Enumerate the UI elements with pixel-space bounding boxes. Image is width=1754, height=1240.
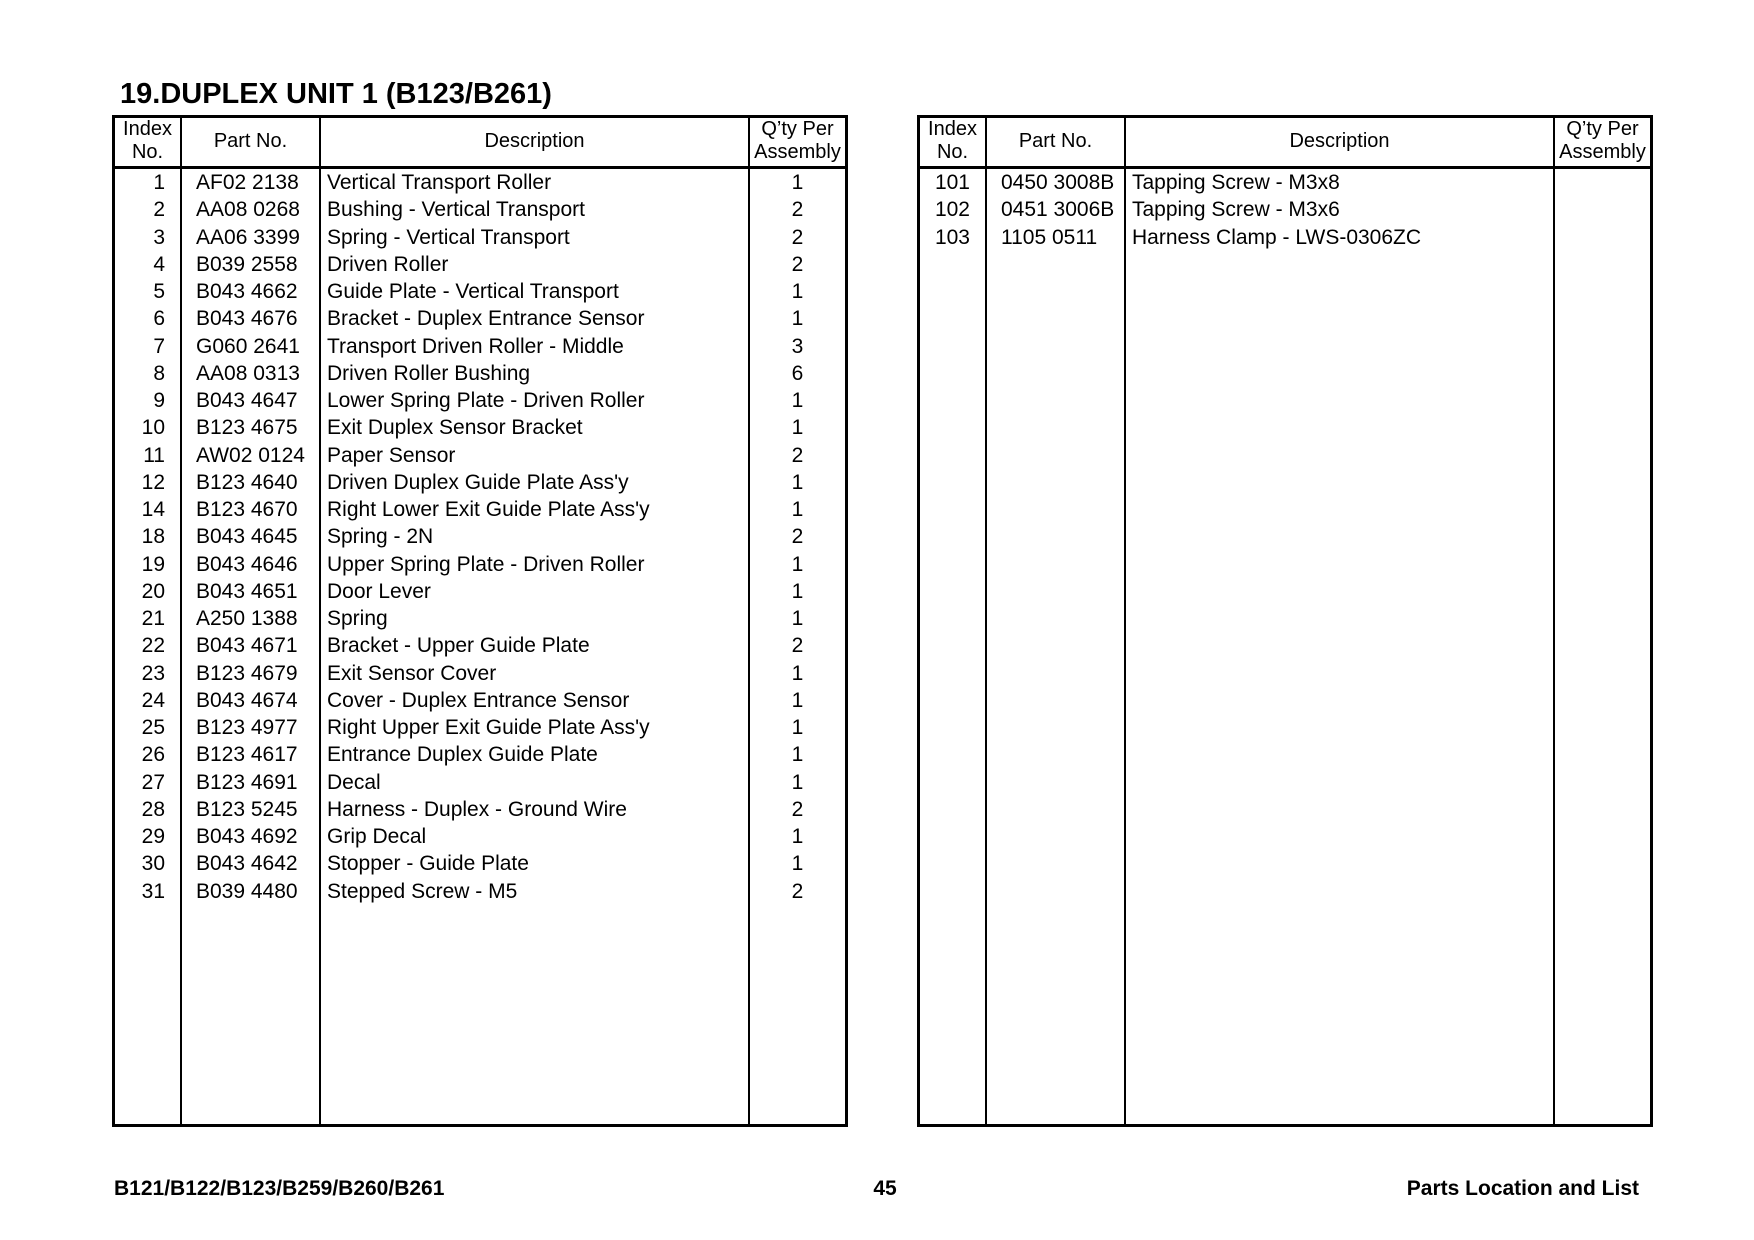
part-number-cell: AF02 2138 [196,171,299,194]
table-row [115,251,845,278]
part-number-cell: 0450 3008B [1001,171,1115,194]
table-row [115,414,845,441]
table-row [115,660,845,687]
table-row [920,169,1650,196]
description-cell: Grip Decal [327,825,427,848]
part-number-cell: A250 1388 [196,607,298,630]
index-cell: 28 [141,797,165,821]
part-number-cell: 1105 0511 [1001,225,1098,249]
part-number-cell: B123 4675 [196,416,298,440]
table-row [115,496,845,523]
quantity-cell: 1 [791,498,804,521]
quantity-cell: 1 [791,552,804,576]
part-number-cell: B123 4617 [196,743,298,767]
part-number-header-label: Part No. [1018,129,1093,152]
index-header-line-2: No. [936,141,969,163]
table-row [115,632,845,659]
table-row [115,714,845,741]
part-number-cell: B039 2558 [196,252,298,276]
table-row [115,387,845,414]
index-cell: 26 [141,743,165,767]
part-number-cell: AA06 3399 [196,225,300,249]
table-row [115,523,845,550]
part-number-cell: 0451 3006B [1001,198,1115,222]
page-title: 19.DUPLEX UNIT 1 (B123/B261) [120,78,552,110]
table-header [920,118,1650,169]
description-cell: Exit Duplex Sensor Bracket [327,416,583,440]
index-cell: 24 [141,688,165,712]
part-number-cell: B039 4480 [196,879,298,903]
table-row [115,196,845,223]
quantity-cell: 1 [791,307,804,331]
part-number-cell: B043 4642 [196,852,298,876]
description-cell: Spring [327,607,388,630]
description-cell: Right Lower Exit Guide Plate Ass'y [327,498,650,521]
index-cell: 5 [153,280,165,303]
table-row [115,169,845,196]
index-cell: 25 [141,716,165,739]
index-header-line-1: Index [123,118,172,140]
part-number-cell: AA08 0313 [196,361,300,385]
index-cell: 31 [141,879,165,903]
column-divider [748,118,750,1124]
part-number-cell: B123 5245 [196,797,298,821]
index-cell: 10 [141,416,165,440]
index-header [115,118,180,167]
part-number-cell: B043 4647 [196,389,298,412]
part-number-cell: B043 4674 [196,688,298,712]
index-cell: 22 [141,634,165,658]
description-cell: Stopper - Guide Plate [327,852,529,876]
table-row [115,823,845,850]
description-cell: Decal [327,770,381,794]
quantity-header-line-1: Q’ty Per [1566,118,1639,140]
description-cell: Bushing - Vertical Transport [327,198,585,222]
index-cell: 2 [153,198,165,222]
quantity-cell: 2 [791,525,804,549]
index-cell: 27 [141,770,165,794]
index-cell: 18 [141,525,165,549]
quantity-cell: 1 [791,607,804,630]
table-row [115,769,845,796]
part-number-cell: G060 2641 [196,334,300,358]
part-number-cell: B043 4651 [196,579,298,603]
description-cell: Bracket - Duplex Entrance Sensor [327,307,645,331]
description-cell: Driven Roller Bushing [327,361,531,385]
part-number-header [987,118,1124,167]
table-row [920,196,1650,223]
description-cell: Entrance Duplex Guide Plate [327,743,598,767]
description-cell: Paper Sensor [327,443,456,467]
quantity-cell: 2 [791,252,804,276]
quantity-cell: 1 [791,661,804,685]
description-cell: Spring - 2N [327,525,434,549]
description-header [1126,118,1553,167]
table-row [115,305,845,332]
part-number-cell: AW02 0124 [196,443,305,467]
index-cell: 102 [934,198,970,222]
column-divider [1553,118,1555,1124]
description-cell: Harness Clamp - LWS-0306ZC [1132,225,1422,249]
quantity-cell: 2 [791,225,804,249]
quantity-cell: 1 [791,770,804,794]
description-cell: Door Lever [327,579,431,603]
table-row [115,741,845,768]
description-header-label: Description [484,129,585,152]
part-number-cell: B123 4640 [196,470,298,494]
index-cell: 30 [141,852,165,876]
quantity-cell: 2 [791,879,804,903]
column-divider [180,118,182,1124]
column-divider [985,118,987,1124]
table-row [115,850,845,877]
index-cell: 8 [153,361,165,385]
table-row [115,578,845,605]
index-cell: 19 [141,552,165,576]
quantity-cell [1555,196,1650,223]
table-row [115,796,845,823]
index-header-line-1: Index [928,118,977,140]
column-divider [319,118,321,1124]
description-cell: Bracket - Upper Guide Plate [327,634,590,658]
quantity-cell: 1 [791,743,804,767]
footer-section-title: Parts Location and List [1406,1177,1639,1200]
part-number-cell: B123 4679 [196,661,298,685]
index-cell: 7 [153,334,165,358]
index-cell: 6 [153,307,165,331]
description-cell: Spring - Vertical Transport [327,225,570,249]
description-cell: Driven Duplex Guide Plate Ass'y [327,470,629,494]
quantity-cell [1555,169,1650,196]
quantity-cell [1555,224,1650,251]
column-divider [1124,118,1126,1124]
part-number-cell: B043 4676 [196,307,298,331]
quantity-cell: 1 [791,716,804,739]
table-row [115,442,845,469]
part-number-header [182,118,319,167]
quantity-cell: 1 [791,416,804,440]
table-body [115,169,845,905]
description-cell: Upper Spring Plate - Driven Roller [327,552,645,576]
description-cell: Lower Spring Plate - Driven Roller [327,389,645,412]
description-cell: Cover - Duplex Entrance Sensor [327,688,630,712]
description-header-label: Description [1289,129,1390,152]
table-row [115,687,845,714]
index-cell: 23 [141,661,165,685]
description-cell: Harness - Duplex - Ground Wire [327,797,627,821]
quantity-cell: 1 [791,280,804,303]
part-number-header-label: Part No. [213,129,288,152]
table-row [115,469,845,496]
part-number-cell: B043 4692 [196,825,298,848]
index-cell: 11 [143,443,165,467]
index-cell: 3 [153,225,165,249]
quantity-header-line-1: Q’ty Per [761,118,834,140]
index-cell: 4 [153,252,165,276]
index-header-line-2: No. [131,141,164,163]
parts-table-left [112,115,848,1127]
description-cell: Driven Roller [327,252,449,276]
index-cell: 1 [153,171,165,194]
footer-model-list: B121/B122/B123/B259/B260/B261 [114,1177,445,1200]
part-number-cell: B043 4671 [196,634,298,658]
quantity-cell: 2 [791,797,804,821]
table-row [115,224,845,251]
quantity-cell: 2 [791,198,804,222]
description-cell: Guide Plate - Vertical Transport [327,280,619,303]
index-header [920,118,985,167]
table-row [115,551,845,578]
description-header [321,118,748,167]
quantity-cell: 3 [791,334,804,358]
description-cell: Tapping Screw - M3x6 [1132,198,1340,222]
description-cell: Exit Sensor Cover [327,661,497,685]
description-cell: Transport Driven Roller - Middle [327,334,624,358]
table-header [115,118,845,169]
index-cell: 20 [141,579,165,603]
quantity-cell: 2 [791,443,804,467]
description-cell: Vertical Transport Roller [327,171,552,194]
quantity-cell: 1 [791,688,804,712]
quantity-cell: 6 [791,361,804,385]
quantity-cell: 1 [791,825,804,848]
index-cell: 103 [934,225,970,249]
part-number-cell: AA08 0268 [196,198,300,222]
page-number: 45 [873,1177,897,1200]
description-cell: Stepped Screw - M5 [327,879,518,903]
quantity-header [1555,118,1650,167]
table-row [115,333,845,360]
index-cell: 9 [153,389,165,412]
index-cell: 29 [141,825,165,848]
index-cell: 101 [934,171,970,194]
table-row [115,605,845,632]
table-body [920,169,1650,251]
quantity-cell: 1 [791,171,804,194]
table-row [115,360,845,387]
part-number-cell: B123 4977 [196,716,298,739]
part-number-cell: B123 4670 [196,498,298,521]
table-row [115,878,845,905]
quantity-cell: 2 [791,634,804,658]
quantity-cell: 1 [791,852,804,876]
parts-table-right [917,115,1653,1127]
part-number-cell: B043 4645 [196,525,298,549]
index-cell: 21 [141,607,165,630]
quantity-cell: 1 [791,470,804,494]
part-number-cell: B043 4646 [196,552,298,576]
quantity-cell: 1 [791,389,804,412]
description-cell: Right Upper Exit Guide Plate Ass'y [327,716,650,739]
table-row [920,224,1650,251]
index-cell: 12 [141,470,165,494]
table-row [115,278,845,305]
quantity-header [750,118,845,167]
quantity-header-line-2: Assembly [1559,141,1646,163]
description-cell: Tapping Screw - M3x8 [1132,171,1340,194]
quantity-header-line-2: Assembly [754,141,841,163]
index-cell: 14 [141,498,165,521]
part-number-cell: B123 4691 [196,770,298,794]
part-number-cell: B043 4662 [196,280,298,303]
quantity-cell: 1 [791,579,804,603]
